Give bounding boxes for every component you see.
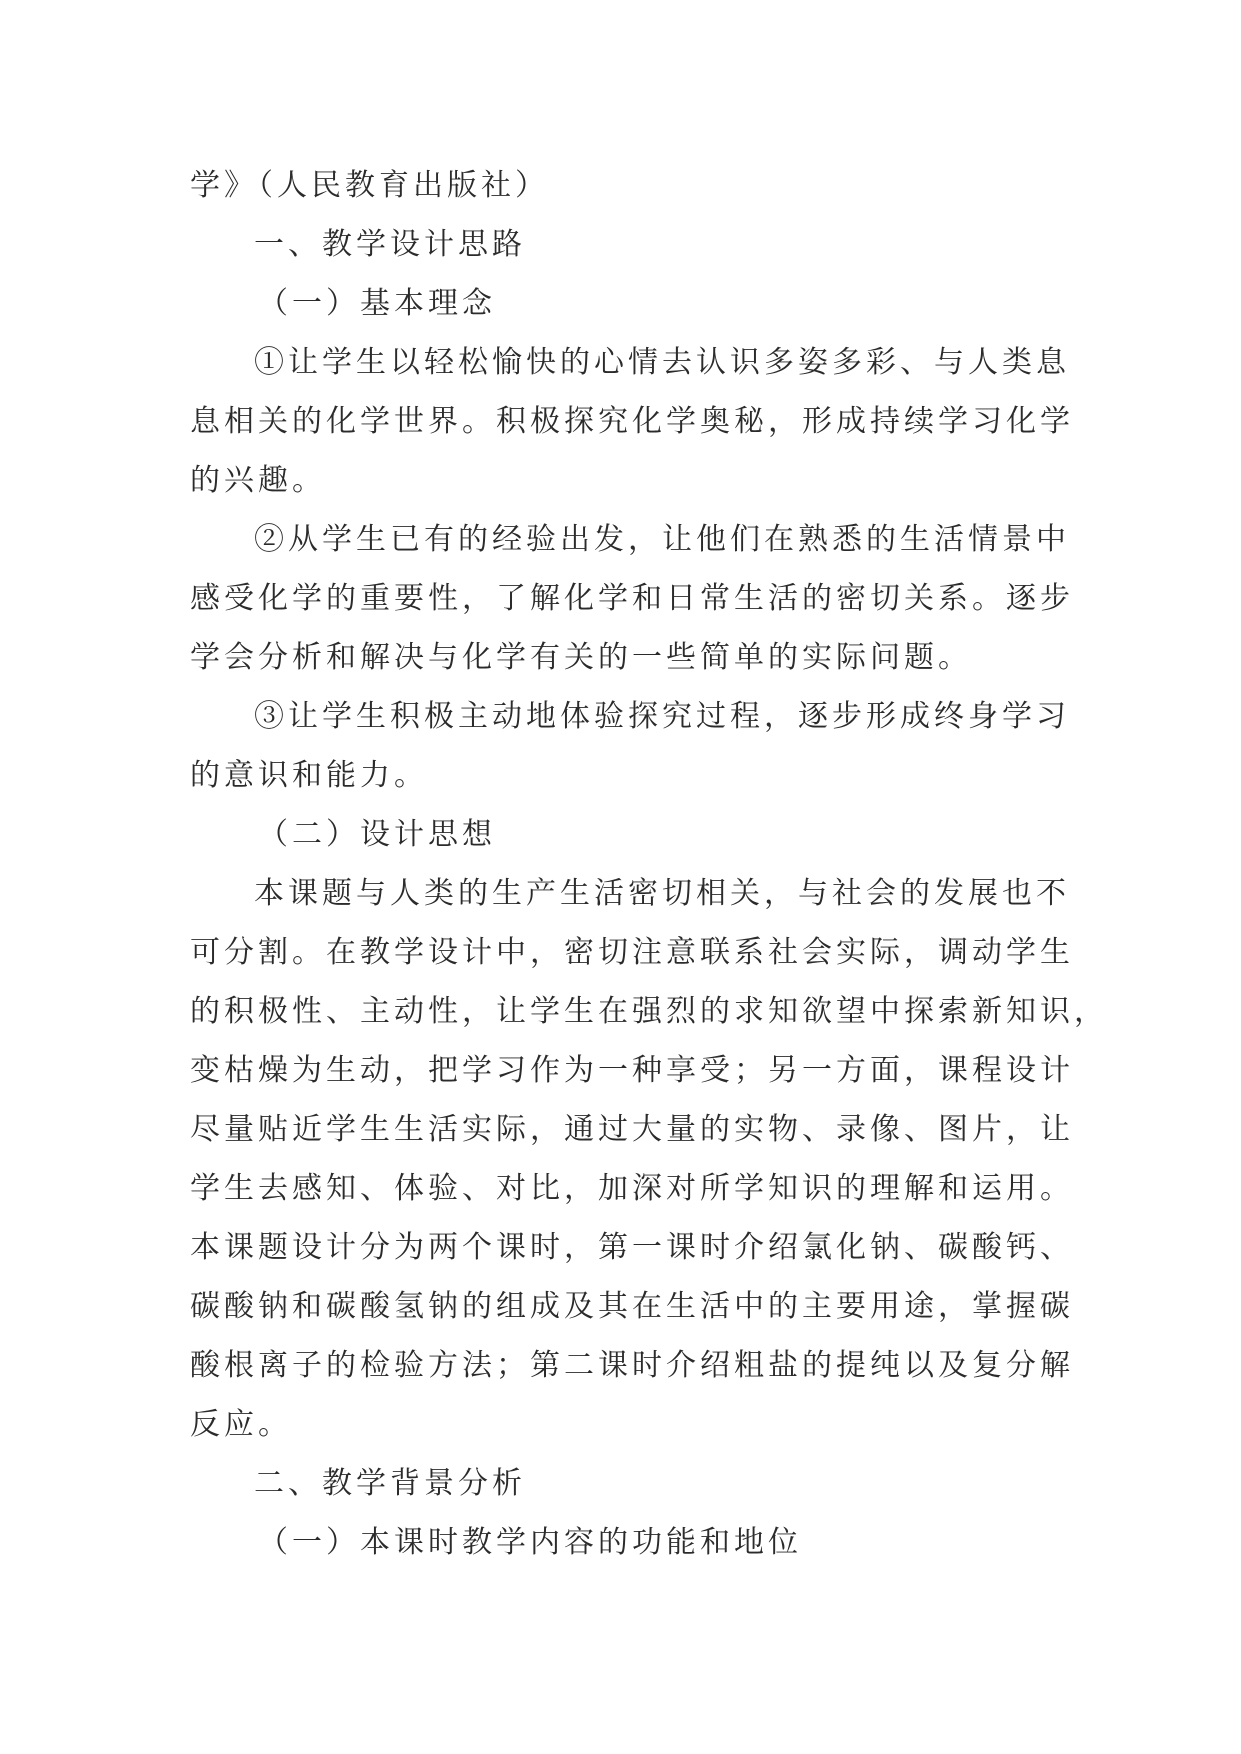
text-line: 可分割。在教学设计中，密切注意联系社会实际，调动学生 bbox=[190, 935, 1074, 970]
subsection-heading: （一）基本理念 bbox=[258, 286, 496, 321]
text-line: 的积极性、主动性，让学生在强烈的求知欲望中探索新知识， bbox=[190, 994, 1108, 1029]
text-line: 学》（人民教育出版社） bbox=[190, 168, 549, 203]
text-line: 学会分析和解决与化学有关的一些简单的实际问题。 bbox=[190, 640, 972, 675]
text-line: 本课题设计分为两个课时，第一课时介绍氯化钠、碳酸钙、 bbox=[190, 1230, 1074, 1265]
document-body bbox=[190, 156, 1108, 1572]
text-line: 感受化学的重要性，了解化学和日常生活的密切关系。逐步 bbox=[190, 581, 1074, 616]
subsection-heading: （一）本课时教学内容的功能和地位 bbox=[258, 1525, 802, 1560]
text-line: 的意识和能力。 bbox=[190, 758, 428, 793]
text-line: 本课题与人类的生产生活密切相关，与社会的发展也不 bbox=[254, 876, 1070, 911]
text-line: 碳酸钠和碳酸氢钠的组成及其在生活中的主要用途，掌握碳 bbox=[190, 1289, 1074, 1324]
text-line: 息相关的化学世界。积极探究化学奥秘，形成持续学习化学 bbox=[190, 404, 1074, 439]
text-line: 反应。 bbox=[190, 1407, 292, 1442]
section-heading: 一、教学设计思路 bbox=[254, 227, 526, 262]
text-line: ②从学生已有的经验出发，让他们在熟悉的生活情景中 bbox=[254, 522, 1070, 557]
text-line: 变枯燥为生动，把学习作为一种享受；另一方面，课程设计 bbox=[190, 1053, 1074, 1088]
text-line: ①让学生以轻松愉快的心情去认识多姿多彩、与人类息 bbox=[254, 345, 1070, 380]
text-line: 酸根离子的检验方法；第二课时介绍粗盐的提纯以及复分解 bbox=[190, 1348, 1074, 1383]
section-heading: 二、教学背景分析 bbox=[254, 1466, 526, 1501]
text-line: ③让学生积极主动地体验探究过程，逐步形成终身学习 bbox=[254, 699, 1070, 734]
text-line: 学生去感知、体验、对比，加深对所学知识的理解和运用。 bbox=[190, 1171, 1074, 1206]
text-line: 尽量贴近学生生活实际，通过大量的实物、录像、图片，让 bbox=[190, 1112, 1074, 1147]
text-line: 的兴趣。 bbox=[190, 463, 326, 498]
subsection-heading: （二）设计思想 bbox=[258, 817, 496, 852]
